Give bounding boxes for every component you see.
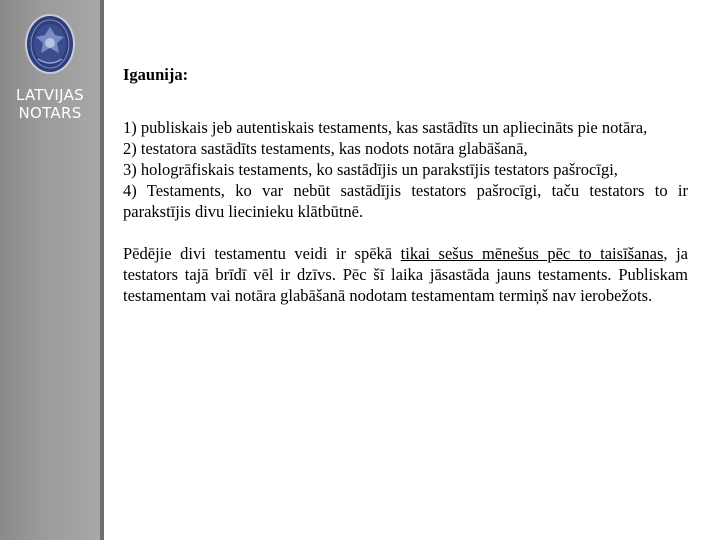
list-item-2: 2) testatora sastādīts testaments, kas nodots notāra glabāšanā,: [123, 139, 528, 158]
paragraph-text-start: Pēdējie divi testamentu veidi ir spēkā: [123, 244, 401, 263]
sidebar: [0, 0, 100, 540]
logo-text-latvijas: LATVIJAS: [16, 86, 84, 104]
logo-text-notars: NOTARS: [18, 104, 82, 122]
notary-seal-logo: [24, 13, 76, 75]
paragraph-text-end: , ja testators tajā brīdī vēl ir dzīvs. Pēc šī laika jāsastāda jauns testaments. Publiskam testamentam vai notāra glabāšanā nodotam testamentam termiņš nav ierobežots.: [123, 244, 688, 305]
list-item-4: 4) Testaments, ko var nebūt sastādījis testators pašrocīgi, taču testators to ir parakstījis divu liecinieku klātbūtnē.: [123, 181, 688, 221]
paragraph-underlined-text: tikai sešus mēnešus pēc to taisīšanas: [400, 244, 664, 263]
sidebar-divider: [100, 0, 104, 540]
list-item-3: 3) hologrāfiskais testaments, ko sastādījis un parakstījis testators pašrocīgi,: [123, 160, 618, 179]
body-paragraph: [123, 243, 688, 306]
slide-content: [123, 64, 688, 306]
slide-heading: Igaunija:: [123, 65, 189, 84]
list-item-1: 1) publiskais jeb autentiskais testaments, kas sastādīts un apliecināts pie notāra,: [123, 118, 648, 137]
